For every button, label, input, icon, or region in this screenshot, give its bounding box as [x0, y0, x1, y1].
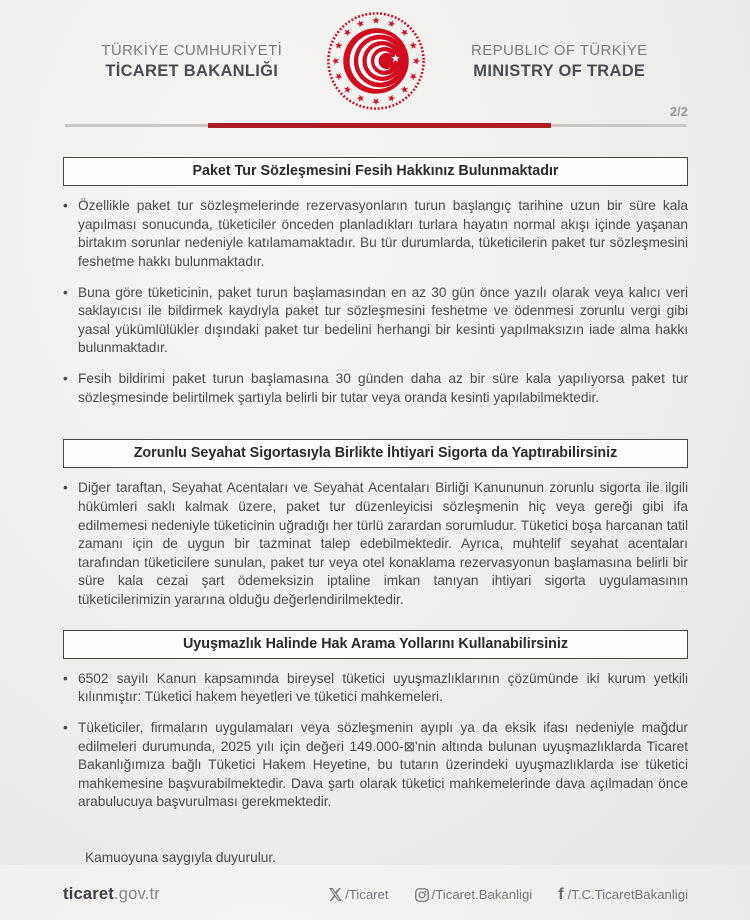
bullet-text: Özellikle paket tur sözleşmelerinde rezervasyonların turun başlangıç tarihine uzun bir süre kala yapılması sonucunda, tüketiciler önceden planladıkları turlara hayatın normal akışı içinde yaşanan birtakım sorunlar nedeniyle katılamamaktadır. Bu tür durumlarda, tüketicilerin paket tur sözleşmesini feshetme hakkı bulunmaktadır.: [78, 198, 688, 269]
org-tr-line1: TÜRKİYE CUMHURİYETİ: [101, 41, 283, 59]
bullet-item: [63, 719, 688, 812]
bullet-marker: •: [63, 719, 68, 735]
social-handle: /Ticaret.Bakanligi: [431, 887, 533, 902]
section-title-fesih-hakki: Paket Tur Sözleşmesini Fesih Hakkınız Bulunmaktadır: [63, 157, 688, 186]
website-bold-part: ticaret: [63, 885, 114, 903]
footer: [63, 865, 688, 904]
section-title-ihtiyari-sigorta: Zorunlu Seyahat Sigortasıyla Birlikte İhtiyari Sigorta da Yaptırabilirsiniz: [63, 439, 688, 468]
section-3-bullets: [63, 670, 688, 824]
social-handle: /T.C.TicaretBakanligi: [567, 887, 688, 902]
website-rest-part: .gov.tr: [113, 885, 160, 903]
org-name-english: [431, 42, 689, 81]
bullet-marker: •: [63, 371, 68, 386]
bullet-item: [63, 370, 688, 407]
page-number: 2/2: [669, 104, 688, 119]
bullet-item: [63, 284, 688, 359]
x-icon: [329, 888, 342, 901]
section-title-hak-arama: Uyuşmazlık Halinde Hak Arama Yollarını Kullanabilirsiniz: [63, 630, 688, 659]
instagram-icon: [415, 888, 429, 902]
bullet-marker: •: [63, 480, 68, 496]
bullet-text: 6502 sayılı Kanun kapsamında bireysel tüketici uyuşmazlıklarının çözümünde iki kurum yetkili kılınmıştır: Tüketici hakem heyetleri ve tüketici mahkemeleri.: [78, 670, 688, 705]
org-name-turkish: [63, 42, 321, 81]
bullet-marker: •: [63, 198, 68, 213]
org-en-line2: MINISTRY OF TRADE: [473, 61, 646, 80]
section-1-bullets: [63, 197, 688, 419]
divider-red-segment: [208, 123, 551, 128]
social-link-facebook[interactable]: [558, 887, 688, 903]
facebook-icon: f: [558, 885, 564, 903]
bullet-marker: •: [63, 670, 68, 686]
bullet-text: Tüketiciler, firmaların uygulamaları veya sözleşmenin ayıplı ya da eksik ifası nedeniyle mağdur edilmeleri durumunda, 2025 yılı için değeri 149.000-⊠'nin altında bulunan uyuşmazlıklarda Ticaret Bakanlığımıza bağlı Tüketici Hakem Heyetine, bu tutarın üzerindeki uyuşmazlıklarda ise tüketici mahkemesine başvurabilmektedir. Dava şartı olarak tüketici mahkemelerinde dava açılmadan önce arabulucuya başvurulması gerekmektedir.: [78, 719, 688, 810]
masthead: [63, 10, 688, 112]
org-tr-line2: TİCARET BAKANLIĞI: [105, 61, 279, 80]
section-2-bullets: [63, 479, 688, 621]
closing-statement: Kamuoyuna saygıyla duyurulur.: [85, 850, 276, 865]
bullet-text: Buna göre tüketicinin, paket turun başlamasından en az 30 gün önce yazılı olarak veya kalıcı veri saklayıcısı ile bildirmek kaydıyla paket tur sözleşmesini feshetme ve ödenmesi zorunlu vergi gibi yasal yükümlülükler dışındaki paket tur bedelini herhangi bir kesinti yapılmaksızın iade alma hakkı bulunmaktadır.: [78, 284, 688, 356]
social-handle: /Ticaret: [345, 887, 389, 902]
ministry-of-trade-logo-icon: [325, 10, 427, 112]
social-links: [329, 887, 688, 903]
social-link-x[interactable]: [329, 887, 388, 902]
bullet-text: Diğer taraftan, Seyahat Acentaları ve Seyahat Acentaları Birliği Kanununun zorunlu sigorta ile ilgili hükümleri saklı kalmak üzere, paket tur düzenleyicisi sözleşmenin hiç veya gereği gibi ifa edilmemesi nedeniyle tüketicinin uğradığı her türlü zarardan sorumludur. Tüketici boşa harcanan tatil zamanı için de uygun bir tazminat talep edebilmektedir. Ayrıca, muhtelif seyahat acentaları tarafından tüketicilere sunulan, paket tur veya otel konaklama rezervasyonun başlamasına belirli bir süre kala cezai şart ödemeksizin iptaline imkan tanıyan ihtiyari sigorta uygulamasının tüketicilerimizin yararına olduğu değerlendirilmektedir.: [78, 480, 688, 607]
website-link[interactable]: [63, 885, 160, 904]
social-link-instagram[interactable]: [415, 887, 533, 902]
header-divider: [63, 123, 688, 128]
bullet-item: [63, 670, 688, 707]
bullet-marker: •: [63, 284, 68, 300]
bullet-text: Fesih bildirimi paket turun başlamasına 30 günden daha az bir süre kala yapılıyorsa paket tur sözleşmesinde belirtilmek şartıyla belirli bir tutar veya oranda kesinti yapılabilmektedir.: [78, 371, 688, 405]
org-en-line1: REPUBLIC OF TÜRKİYE: [470, 41, 648, 59]
bullet-item: [63, 479, 688, 609]
bullet-item: [63, 197, 688, 272]
